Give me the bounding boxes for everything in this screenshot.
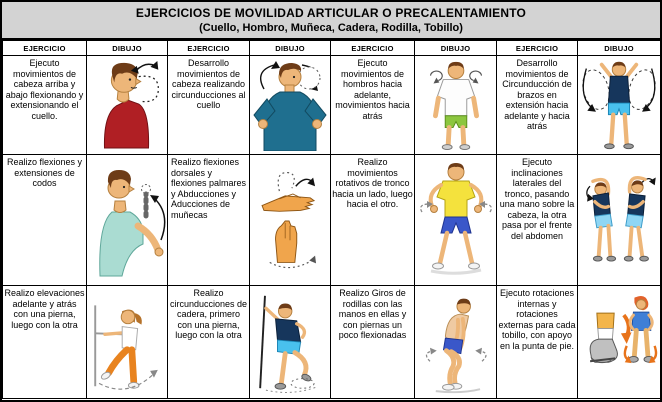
page-subtitle: (Cuello, Hombro, Muñeca, Cadera, Rodilla, Tobillo)	[199, 22, 463, 34]
drawing-cell	[415, 56, 497, 155]
exercise-text-ankle-rotations: Ejecuto rotaciones internas y rotaciones externas para cada tobillo, con apoyo en la punta de pie.	[497, 286, 578, 399]
col-header-ejercicio-1: EJERCICIO	[3, 41, 87, 56]
exercise-text-neck-circumduction: Desarrollo movimientos de cabeza realizando circunducciones al cuello	[168, 56, 250, 155]
col-header-ejercicio-4: EJERCICIO	[497, 41, 578, 56]
exercise-text-wrist-movements: Realizo flexiones dorsales y flexiones palmares y Abducciones y Aducciones de muñecas	[168, 155, 250, 286]
col-header-dibujo-4: DIBUJO	[578, 41, 661, 56]
page-title: EJERCICIOS DE MOVILIDAD ARTICULAR O PRECALENTAMIENTO	[135, 6, 527, 20]
drawing-cell	[250, 56, 331, 155]
drawing-cell	[87, 286, 168, 399]
drawing-cell	[578, 56, 661, 155]
exercise-text-shoulder-rolls: Ejecuto movimientos de hombros hacia adelante, movimientos hacia atrás	[331, 56, 415, 155]
exercise-table	[2, 40, 661, 399]
elbow-flexion-drawing	[88, 162, 166, 278]
header-row	[3, 41, 661, 56]
ankle-rotations-drawing	[580, 290, 658, 394]
col-header-ejercicio-3: EJERCICIO	[331, 41, 415, 56]
exercise-text-trunk-rotation: Realizo movimientos rotativos de tronco hacia un lado, luego hacia el otro.	[331, 155, 415, 286]
exercise-text-trunk-side-bend: Ejecuto inclinaciones laterales del tronco, pasando una mano sobre la cabeza, la otra pasa por el frente del abdomen	[497, 155, 578, 286]
trunk-side-bend-drawing	[579, 163, 659, 277]
exercise-text-elbow-flexion: Realizo flexiones y extensiones de codos	[3, 155, 87, 286]
exercise-text-knee-circles: Realizo Giros de rodillas con las manos en ellas y con piernas un poco flexionadas	[331, 286, 415, 399]
exercise-text-hip-circumduction: Realizo circunducciones de cadera, primero con una pierna, luego con la otra	[168, 286, 250, 399]
wrist-movements-drawing	[251, 166, 329, 274]
col-header-dibujo-3: DIBUJO	[415, 41, 497, 56]
drawing-cell	[578, 155, 661, 286]
drawing-cell	[415, 155, 497, 286]
neck-circumduction-drawing	[251, 59, 329, 151]
hip-circumduction-drawing	[251, 290, 329, 394]
drawing-cell	[250, 155, 331, 286]
trunk-rotation-drawing	[417, 161, 495, 279]
drawing-cell	[250, 286, 331, 399]
col-header-dibujo-1: DIBUJO	[87, 41, 168, 56]
table-row	[3, 155, 661, 286]
drawing-cell	[87, 155, 168, 286]
knee-circles-drawing	[417, 290, 495, 394]
exercise-text-leg-swings: Realizo elevaciones adelante y atrás con una pierna, luego con la otra	[3, 286, 87, 399]
col-header-ejercicio-2: EJERCICIO	[168, 41, 250, 56]
head-flexion-extension-drawing	[90, 60, 164, 150]
exercise-text-arm-circumduction: Desarrollo movimientos de Circunducción de brazos en extensión hacia adelante y hacia atrás	[497, 56, 578, 155]
drawing-cell	[578, 286, 661, 399]
title-band	[2, 2, 660, 40]
exercise-text-head-flexion: Ejecuto movimientos de cabeza arriba y abajo flexionando y extensionando el cuello.	[3, 56, 87, 155]
drawing-cell	[87, 56, 168, 155]
col-header-dibujo-2: DIBUJO	[250, 41, 331, 56]
shoulder-rolls-drawing	[421, 59, 491, 151]
table-row	[3, 286, 661, 399]
drawing-cell	[415, 286, 497, 399]
arm-circumduction-drawing	[579, 57, 659, 153]
table-row	[3, 56, 661, 155]
leg-swings-drawing	[88, 290, 166, 394]
